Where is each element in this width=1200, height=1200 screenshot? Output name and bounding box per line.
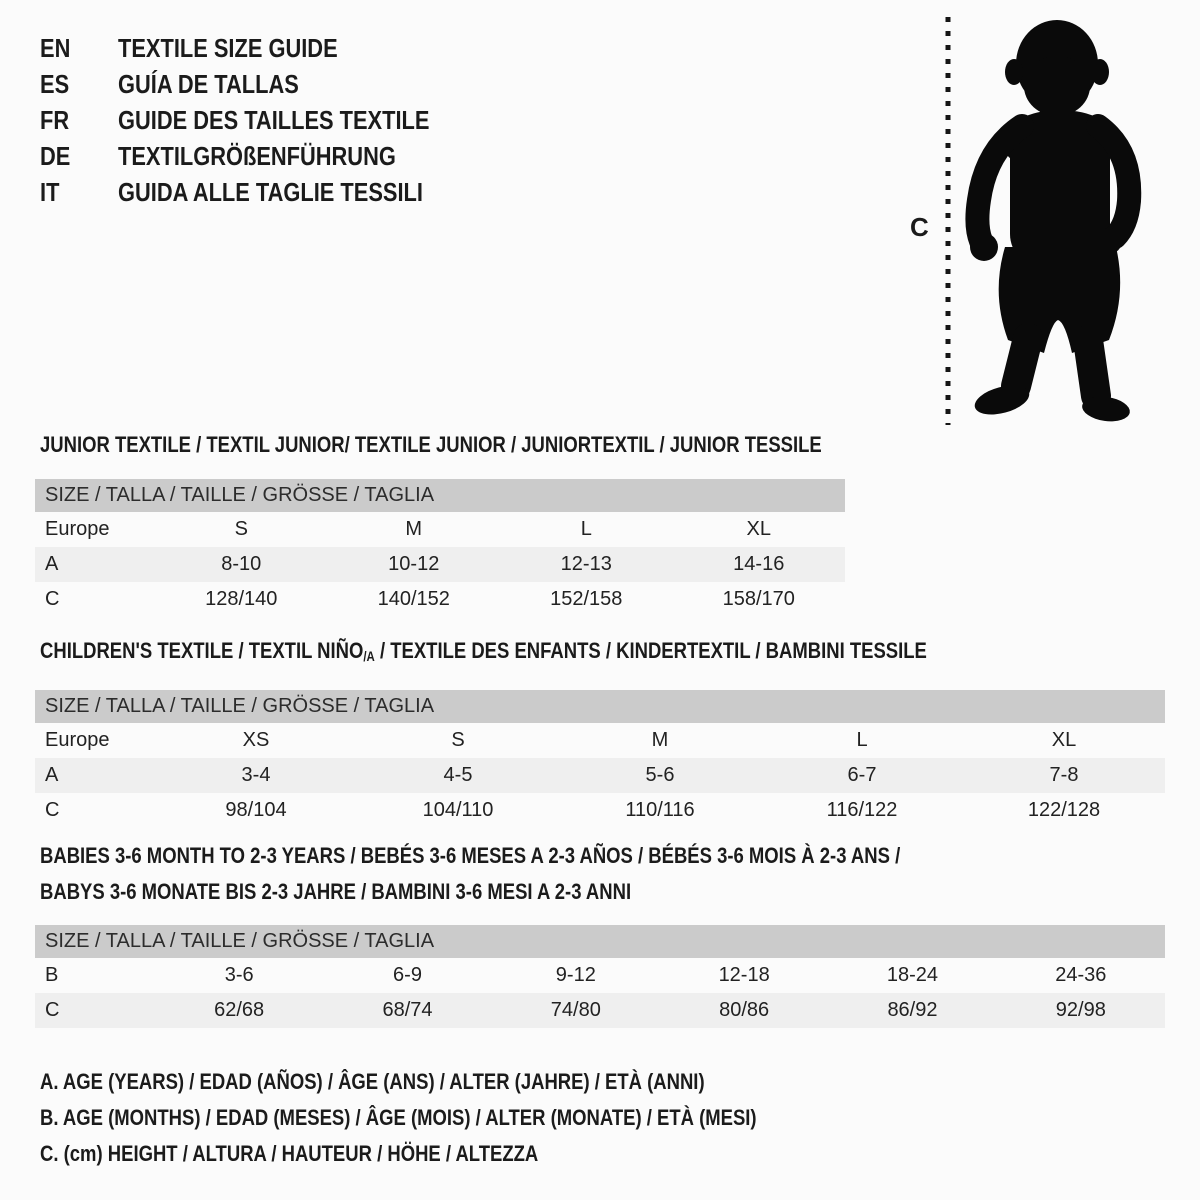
lang-row-it [40, 174, 489, 210]
row-label: Europe [45, 518, 110, 540]
row-label: C [45, 999, 60, 1021]
legend-line-b: B. AGE (MONTHS) / EDAD (MESES) / ÂGE (MOIS) / ALTER (MONATE) / ETÀ (MESI) [40, 1105, 757, 1130]
cell: 10-12 [388, 553, 440, 575]
nino-a-subscript: /A [363, 649, 375, 664]
cell: XL [746, 518, 771, 540]
babies-title-line-1: BABIES 3-6 MONTH TO 2-3 YEARS / BEBÉS 3-6 MESES A 2-3 AÑOS / BÉBÉS 3-6 MOIS À 2-3 ANS / [40, 843, 901, 868]
babies-size-table [35, 925, 1165, 1028]
lang-title: GUÍA DE TALLAS [118, 68, 299, 99]
height-marker-label: C [910, 212, 929, 242]
cell: L [856, 729, 868, 751]
row-label: C [45, 799, 60, 821]
cell: 24-36 [1055, 964, 1107, 986]
cell: 128/140 [205, 588, 278, 610]
lang-code: FR [40, 104, 70, 135]
table-row-height [35, 993, 1165, 1028]
lang-title: TEXTILE SIZE GUIDE [118, 32, 338, 63]
cell: 7-8 [1049, 764, 1079, 786]
table-row-europe [35, 723, 1165, 758]
children-section-title: CHILDREN'S TEXTILE / TEXTIL NIÑO/A / TEXTILE DES ENFANTS / KINDERTEXTIL / BAMBINI TESSILE [40, 638, 927, 664]
lang-row-fr [40, 102, 489, 138]
cell: 152/158 [550, 588, 623, 610]
cell: L [580, 518, 592, 540]
cell: S [451, 729, 465, 751]
row-label: A [45, 764, 59, 786]
cell: 68/74 [382, 999, 433, 1021]
height-dashed-line [944, 15, 952, 427]
lang-code: DE [40, 140, 71, 171]
lang-title: TEXTILGRÖßENFÜHRUNG [118, 140, 396, 171]
legend-line-c: C. (cm) HEIGHT / ALTURA / HAUTEUR / HÖHE / ALTEZZA [40, 1141, 539, 1166]
measurement-legend [40, 1064, 893, 1172]
cell: 74/80 [550, 999, 601, 1021]
cell: 6-7 [847, 764, 877, 786]
cell: 12-18 [718, 964, 770, 986]
cell: 14-16 [733, 553, 785, 575]
cell: 3-6 [224, 964, 254, 986]
cell: M [651, 729, 669, 751]
lang-row-de [40, 138, 489, 174]
cell: 110/116 [625, 799, 695, 821]
table-row-age [35, 547, 845, 582]
cell: 122/128 [1027, 799, 1101, 821]
babies-section-title [40, 838, 1064, 910]
size-table-header: SIZE / TALLA / TAILLE / GRÖSSE / TAGLIA [35, 690, 1165, 723]
cell: 18-24 [886, 964, 939, 986]
cell: 9-12 [555, 964, 596, 986]
size-table-header: SIZE / TALLA / TAILLE / GRÖSSE / TAGLIA [35, 479, 845, 512]
language-title-list [40, 30, 489, 210]
junior-table [35, 512, 845, 617]
cell: 5-6 [645, 764, 675, 786]
cell: XS [242, 729, 270, 751]
cell: 158/170 [722, 588, 795, 610]
cell: 98/104 [225, 799, 287, 821]
junior-size-table [35, 479, 845, 617]
legend-line-a: A. AGE (YEARS) / EDAD (AÑOS) / ÂGE (ANS) / ALTER (JAHRE) / ETÀ (ANNI) [40, 1069, 705, 1094]
cell: S [234, 518, 248, 540]
table-row-age [35, 758, 1165, 793]
cell: 12-13 [560, 553, 612, 575]
cell: M [405, 518, 423, 540]
lang-code: EN [40, 32, 71, 63]
lang-title: GUIDE DES TAILLES TEXTILE [118, 104, 430, 135]
lang-row-en [40, 30, 489, 66]
cell: 140/152 [377, 588, 450, 610]
row-label: C [45, 588, 60, 610]
lang-row-es [40, 66, 489, 102]
lang-title: GUIDA ALLE TAGLIE TESSILI [118, 176, 423, 207]
children-table [35, 723, 1165, 828]
table-row-europe [35, 512, 845, 547]
cell: 4-5 [443, 764, 473, 786]
babies-title-line-2: BABYS 3-6 MONATE BIS 2-3 JAHRE / BAMBINI 3-6 MESI A 2-3 ANNI [40, 879, 632, 904]
row-label: B [45, 964, 59, 986]
cell: XL [1051, 729, 1077, 751]
cell: 8-10 [221, 553, 262, 575]
toddler-silhouette-icon [960, 14, 1145, 426]
table-row-height [35, 582, 845, 617]
babies-table [35, 958, 1165, 1028]
cell: 3-4 [241, 764, 271, 786]
cell: 86/92 [887, 999, 938, 1021]
table-row-months [35, 958, 1165, 993]
cell: 80/86 [719, 999, 770, 1021]
children-size-table [35, 690, 1165, 828]
cell: 62/68 [214, 999, 265, 1021]
table-row-height [35, 793, 1165, 828]
junior-section-title: JUNIOR TEXTILE / TEXTIL JUNIOR/ TEXTILE JUNIOR / JUNIORTEXTIL / JUNIOR TESSILE [40, 432, 822, 457]
cell: 92/98 [1055, 999, 1106, 1021]
size-table-header: SIZE / TALLA / TAILLE / GRÖSSE / TAGLIA [35, 925, 1165, 958]
row-label: Europe [45, 729, 110, 751]
cell: 104/110 [422, 799, 494, 821]
lang-code: IT [40, 176, 60, 207]
cell: 6-9 [393, 964, 422, 986]
cell: 116/122 [826, 799, 898, 821]
height-figure [900, 8, 1195, 438]
lang-code: ES [40, 68, 70, 99]
row-label: A [45, 553, 59, 575]
